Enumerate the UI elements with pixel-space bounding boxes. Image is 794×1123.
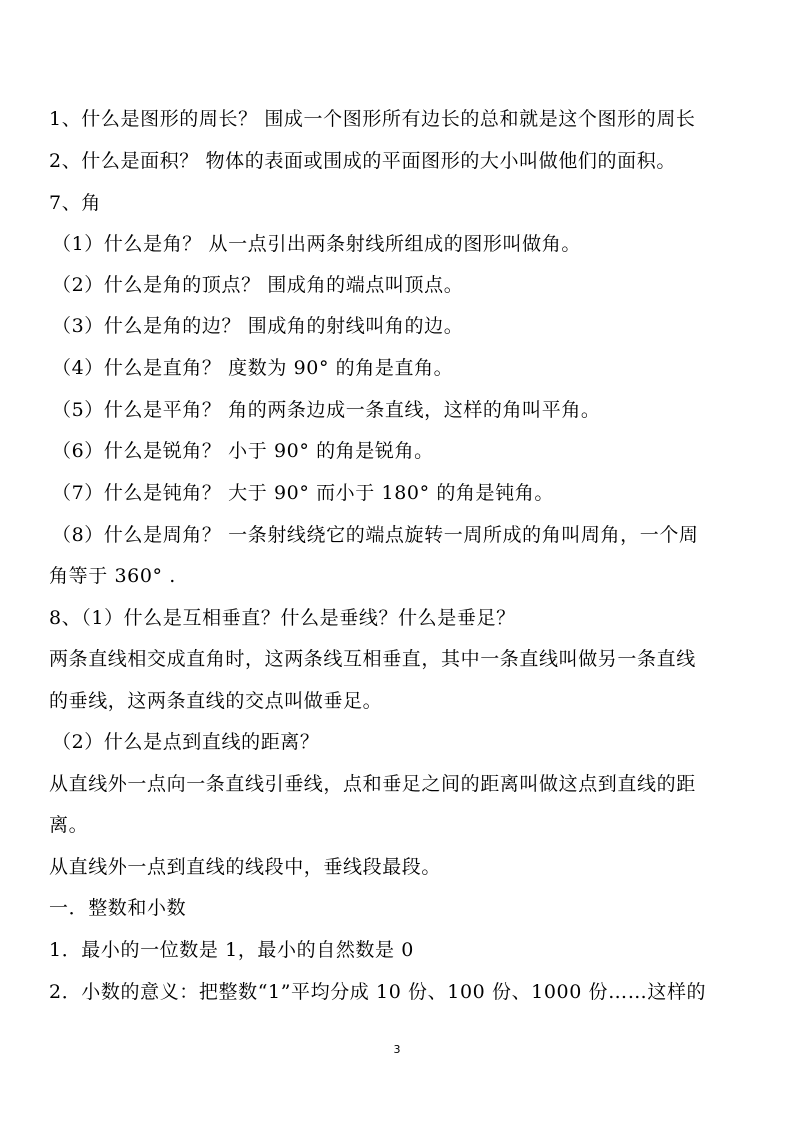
text-line-smallest-numbers: 1．最小的一位数是 1，最小的自然数是 0: [49, 939, 414, 961]
text-line-full-angle-cont: 角等于 360° .: [49, 565, 176, 587]
section-heading-integers-decimals: 一．整数和小数: [49, 897, 187, 919]
section-heading-perpendicular: 8、（1）什么是互相垂直？什么是垂线？什么是垂足？: [49, 607, 516, 629]
text-line-angle-definition: （1）什么是角？ 从一点引出两条射线所组成的图形叫做角。: [52, 233, 581, 255]
page-number: 3: [393, 1043, 401, 1056]
text-line-perpendicular-cont: 的垂线，这两条直线的交点叫做垂足。: [49, 690, 383, 712]
text-line-straight-angle: （5）什么是平角？ 角的两条边成一条直线，这样的角叫平角。: [52, 399, 601, 421]
text-line-acute-angle: （6）什么是锐角？ 小于 90° 的角是锐角。: [52, 440, 434, 462]
text-line-decimal-meaning: 2．小数的意义：把整数“1”平均分成 10 份、100 份、1000 份……这样的: [49, 981, 707, 1003]
text-line-full-angle: （8）什么是周角？ 一条射线绕它的端点旋转一周所成的角叫周角，一个周: [52, 524, 699, 546]
section-heading-angle: 7、角: [49, 192, 101, 214]
text-line-angle-side: （3）什么是角的边？ 围成角的射线叫角的边。: [52, 315, 464, 337]
text-line-right-angle: （4）什么是直角？ 度数为 90° 的角是直角。: [52, 357, 454, 379]
text-line-shortest-segment: 从直线外一点到直线的线段中，垂线段最段。: [49, 856, 442, 878]
text-line-distance-definition: 从直线外一点向一条直线引垂线，点和垂足之间的距离叫做这点到直线的距: [49, 773, 696, 795]
text-line-distance-question: （2）什么是点到直线的距离？: [52, 731, 320, 753]
text-line-distance-cont: 离。: [49, 814, 89, 836]
text-line-area: 2、什么是面积？ 物体的表面或围成的平面图形的大小叫做他们的面积。: [49, 150, 676, 172]
text-line-perpendicular-definition: 两条直线相交成直角时，这两条线互相垂直，其中一条直线叫做另一条直线: [49, 648, 696, 670]
text-line-perimeter: 1、什么是图形的周长？ 围成一个图形所有边长的总和就是这个图形的周长: [49, 108, 696, 130]
text-line-angle-vertex: （2）什么是角的顶点？ 围成角的端点叫顶点。: [52, 274, 464, 296]
text-line-obtuse-angle: （7）什么是钝角？ 大于 90° 而小于 180° 的角是钝角。: [52, 482, 554, 504]
